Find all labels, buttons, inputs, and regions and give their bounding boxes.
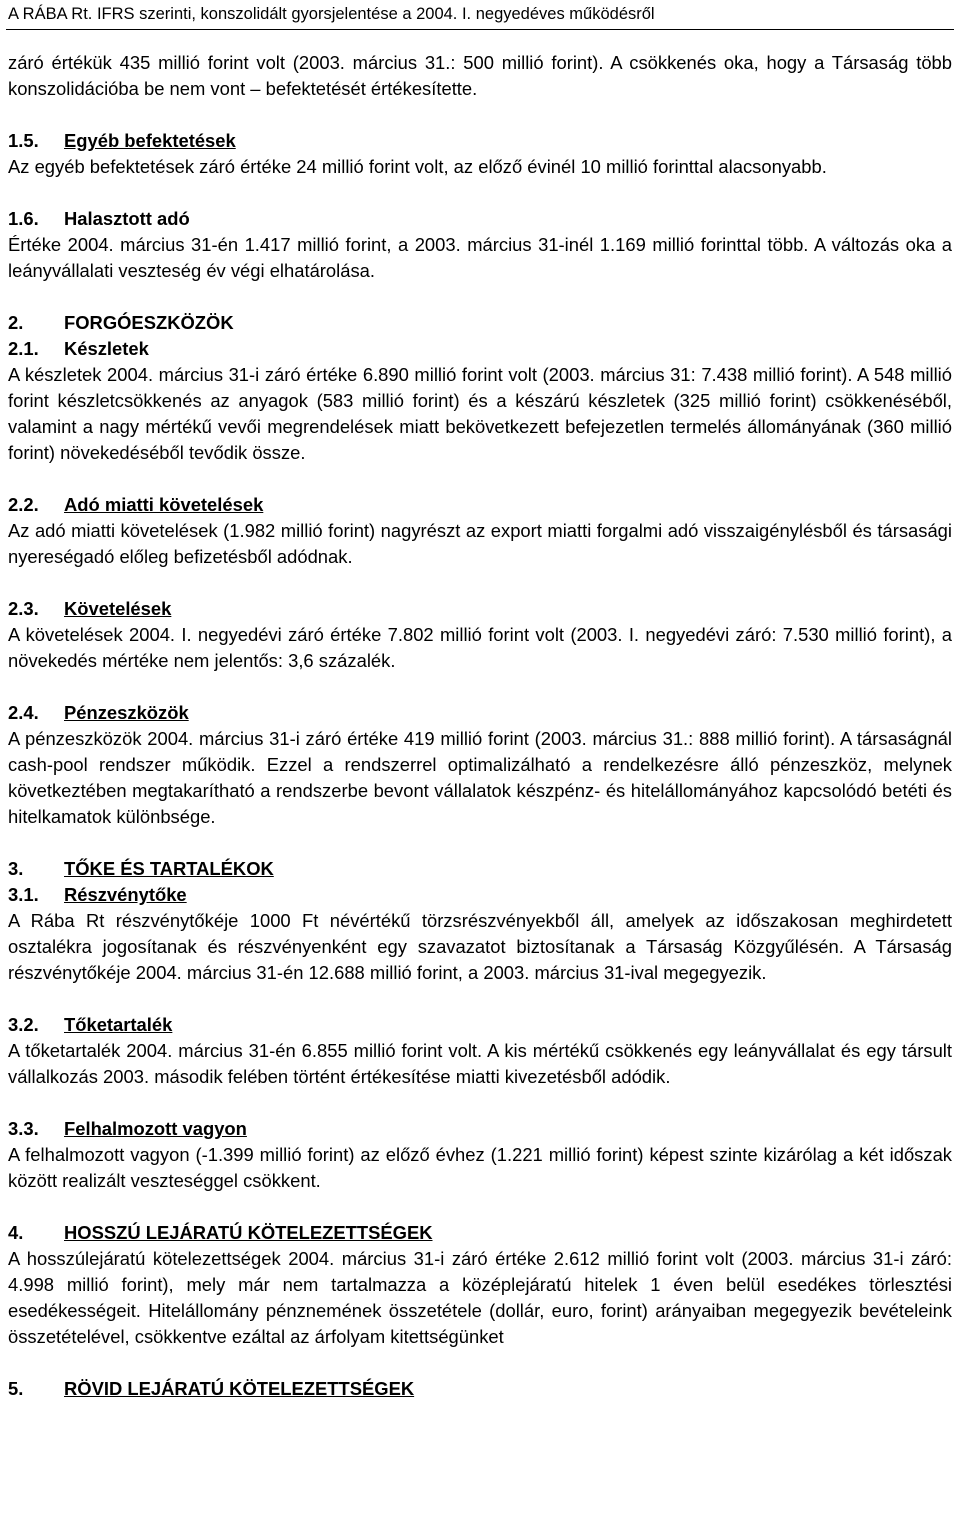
paragraph-gap (8, 466, 952, 492)
section-heading (8, 206, 952, 232)
section-heading (8, 1012, 952, 1038)
paragraph-gap (8, 830, 952, 856)
running-header: A RÁBA Rt. IFRS szerinti, konszolidált gyorsjelentése a 2004. I. negyedéves működésről (8, 5, 655, 23)
section-title: HOSSZÚ LEJÁRATÚ KÖTELEZETTSÉGEK (64, 1222, 433, 1243)
section-number: 3.3. (8, 1118, 39, 1139)
section-number: 3.1. (8, 884, 39, 905)
body-paragraph: A felhalmozott vagyon (-1.399 millió forint) az előző évhez (1.221 millió forint) képest szinte kizárólag a két időszak között realizált veszteséggel csökkent. (8, 1144, 952, 1191)
header-rule (6, 29, 954, 30)
body-paragraph: A készletek 2004. március 31-i záró értéke 6.890 millió forint volt (2003. március 31: 7.438 millió forint). A 548 millió forint készletcsökkenés az anyagok (583 millió forint) és a készárú készletek (325 millió forint) csökkenéséből, valamint a nagy mértékű vevői megrendelések miatt bekövetkezett befejezetlen termelés állományának (360 millió forint) növekedéséből tevődik össze. (8, 364, 952, 463)
section-number: 2.4. (8, 702, 39, 723)
section-title: Felhalmozott vagyon (64, 1118, 247, 1139)
body-paragraph: A pénzeszközök 2004. március 31-i záró értéke 419 millió forint (2003. március 31.: 888 millió forint). A társaságnál cash-pool rendszer működik. Ezzel a rendszerrel optimalizálható a rendelkezésre álló pénzeszköz, melynek következtében megtakarítható a rendszerbe bevont vállalatok készpénz- és hitelállományához kapcsolódó betéti és hitelkamatok különbsége. (8, 728, 952, 827)
section-heading (8, 336, 952, 362)
section-number: 2.1. (8, 338, 39, 359)
body-paragraph: Az adó miatti követelések (1.982 millió forint) nagyrészt az export miatti forgalmi adó visszaigénylésből és társasági nyereségadó előleg befizetésből adódnak. (8, 520, 952, 567)
paragraph-gap (8, 674, 952, 700)
section-heading (8, 596, 952, 622)
section-heading (8, 856, 952, 882)
paragraph-gap (8, 102, 952, 128)
body-paragraph: Az egyéb befektetések záró értéke 24 millió forint volt, az előző évinél 10 millió forinttal alacsonyabb. (8, 156, 827, 177)
section-title: FORGÓESZKÖZÖK (64, 312, 234, 333)
paragraph-gap (8, 986, 952, 1012)
body-paragraph: Értéke 2004. március 31-én 1.417 millió forint, a 2003. március 31-inél 1.169 millió forinttal több. A változás oka a leányvállalati veszteség év végi elhatárolása. (8, 234, 952, 281)
section-number: 1.5. (8, 130, 39, 151)
body-paragraph: A követelések 2004. I. negyedévi záró értéke 7.802 millió forint volt (2003. I. negyedévi záró: 7.530 millió forint), a növekedés mértéke nem jelentős: 3,6 százalék. (8, 624, 952, 671)
section-number: 2.2. (8, 494, 39, 515)
section-title: Készletek (64, 338, 149, 359)
section-title: Követelések (64, 598, 172, 619)
paragraph-gap (8, 1194, 952, 1220)
section-heading (8, 882, 952, 908)
section-title: Tőketartalék (64, 1014, 173, 1035)
section-title: Pénzeszközök (64, 702, 189, 723)
body-paragraph: A Rába Rt részvénytőkéje 1000 Ft névértékű törzsrészvényekből áll, amelyek az időszakosan meghirdetett osztalékra jogosítanak és részvényenként egy szavazatot biztosítanak a Társaság Közgyűlésén. A Társaság részvénytőkéje 2004. március 31-én 12.688 millió forint, a 2003. március 31-ival megegyezik. (8, 910, 952, 983)
paragraph-gap (8, 180, 952, 206)
section-title: Halasztott adó (64, 208, 190, 229)
section-number: 2.3. (8, 598, 39, 619)
section-title: TŐKE ÉS TARTALÉKOK (64, 858, 274, 879)
body-paragraph: záró értékük 435 millió forint volt (2003. március 31.: 500 millió forint). A csökkenés oka, hogy a Társaság több konszolidációba be nem vont – befektetését értékesítette. (8, 52, 952, 99)
section-heading (8, 492, 952, 518)
document-body (8, 50, 952, 1402)
section-heading (8, 1376, 952, 1402)
section-number: 5. (8, 1378, 24, 1399)
paragraph-gap (8, 1350, 952, 1376)
section-heading (8, 310, 952, 336)
section-number: 3.2. (8, 1014, 39, 1035)
section-number: 2. (8, 312, 24, 333)
section-number: 1.6. (8, 208, 39, 229)
section-heading (8, 1116, 952, 1142)
section-heading (8, 700, 952, 726)
section-number: 4. (8, 1222, 24, 1243)
body-paragraph: A tőketartalék 2004. március 31-én 6.855 millió forint volt. A kis mértékű csökkenés egy leányvállalat és egy társult vállalkozás 2003. második felében történt értékesítése miatti kivezetésből adódik. (8, 1040, 952, 1087)
paragraph-gap (8, 570, 952, 596)
paragraph-gap (8, 1090, 952, 1116)
section-heading (8, 128, 952, 154)
section-title: Adó miatti követelések (64, 494, 264, 515)
section-number: 3. (8, 858, 24, 879)
section-title: Egyéb befektetések (64, 130, 236, 151)
section-title: RÖVID LEJÁRATÚ KÖTELEZETTSÉGEK (64, 1378, 415, 1399)
section-heading (8, 1220, 952, 1246)
section-title: Részvénytőke (64, 884, 187, 905)
paragraph-gap (8, 284, 952, 310)
body-paragraph: A hosszúlejáratú kötelezettségek 2004. március 31-i záró értéke 2.612 millió forint volt (2003. március 31-i záró: 4.998 millió forint), mely már nem tartalmazza a középlejáratú hitelek 1 éven belül esedékes törlesztési esedékességeit. Hitelállomány pénznemének összetétele (dollár, euro, forint) arányaiban megegyezik bevételeink összetételével, csökkentve ezáltal az árfolyam kitettségünket (8, 1248, 952, 1347)
